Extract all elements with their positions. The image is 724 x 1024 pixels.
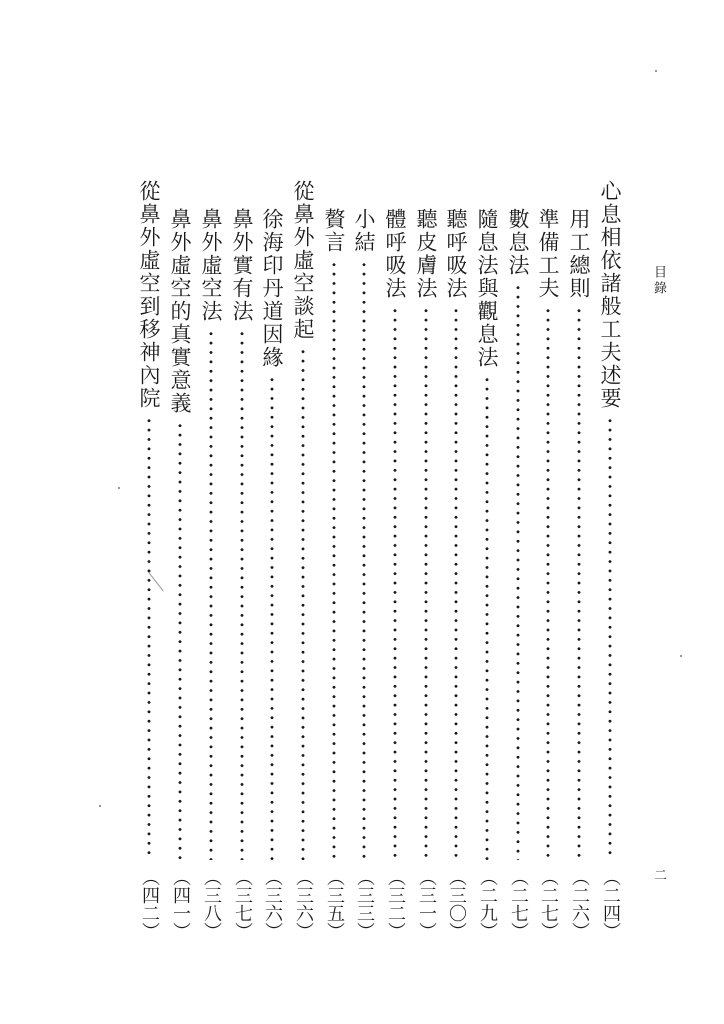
page-number: 二 [651, 868, 666, 881]
toc-entry-page: （二七） [538, 868, 559, 940]
toc-entry-title: 徐海印丹道因緣 [260, 208, 284, 369]
toc-entry-title: 從鼻外虛空到移神內院 [137, 180, 161, 410]
toc-entry [534, 208, 562, 940]
toc-entry-title: 聽呼吸法 [444, 208, 468, 300]
toc-entry [289, 180, 317, 940]
toc-entry-page: （二六） [569, 868, 590, 940]
toc-entry-page: （二九） [477, 868, 498, 940]
toc-leader-dots [178, 421, 182, 860]
toc-entry-title: 從鼻外虛空談起 [291, 180, 315, 341]
toc-entry [320, 208, 348, 940]
toc-entry [258, 208, 286, 940]
toc-leader-dots [301, 347, 305, 860]
scan-speck [118, 487, 120, 489]
toc-entry-page: （四二） [139, 868, 160, 940]
scan-speck [655, 70, 657, 72]
toc-entry [166, 208, 194, 940]
toc-entry-title: 準備工夫 [536, 208, 560, 300]
toc-entry-page: （四一） [170, 868, 191, 940]
toc-leader-dots [393, 306, 397, 860]
toc-entry [135, 180, 163, 940]
toc-entry-title: 用工總則 [567, 208, 591, 300]
toc-leader-dots [362, 260, 366, 860]
scan-speck [99, 805, 101, 807]
toc-entry-title: 心息相依諸般工夫述要 [598, 180, 622, 410]
toc-entry-page: （三六） [293, 868, 314, 940]
toc-entry-title: 鼻外虛空的真實意義 [168, 208, 192, 415]
toc-entry-page: （三一） [416, 868, 437, 940]
toc-leader-dots [270, 375, 274, 860]
toc-entry [473, 208, 501, 940]
toc-entry [565, 208, 593, 940]
scan-speck [680, 655, 682, 657]
toc-leader-dots [209, 329, 213, 860]
toc-leader-dots [424, 306, 428, 860]
toc-entry-title: 鼻外實有法 [230, 208, 254, 323]
toc-entry-title: 鼻外虛空法 [199, 208, 223, 323]
toc-leader-dots [454, 306, 458, 860]
toc-entry-title: 體呼吸法 [383, 208, 407, 300]
toc-entry-title: 隨息法與觀息法 [475, 208, 499, 369]
toc-entry [442, 208, 470, 940]
toc-entry-page: （三五） [324, 868, 345, 940]
toc-leader-dots [608, 416, 612, 860]
toc-entry-title: 贅言 [322, 208, 346, 254]
toc-entry [228, 208, 256, 940]
toc-leader-dots [485, 375, 489, 860]
toc-entry [197, 208, 225, 940]
running-head: 目錄 [651, 265, 666, 297]
toc-entry-title: 數息法 [506, 208, 530, 277]
toc-leader-dots [332, 260, 336, 860]
toc-entry-title: 小結 [352, 208, 376, 254]
toc-leader-dots [577, 306, 581, 860]
toc-entry [350, 208, 378, 940]
toc-entry [596, 180, 624, 940]
toc-entry [381, 208, 409, 940]
toc-leader-dots [516, 283, 520, 860]
toc-entry-page: （三〇） [446, 868, 467, 940]
toc-entry-page: （二四） [600, 868, 621, 940]
toc-entry-page: （二七） [508, 868, 529, 940]
toc-entry-page: （三七） [232, 868, 253, 940]
toc-leader-dots [546, 306, 550, 860]
toc-leader-dots [240, 329, 244, 860]
toc-entry-page: （三六） [262, 868, 283, 940]
toc-entry [504, 208, 532, 940]
toc-entry [412, 208, 440, 940]
toc-entry-title: 聽皮膚法 [414, 208, 438, 300]
toc-leader-dots [147, 416, 151, 860]
toc-entry-page: （三二） [385, 868, 406, 940]
toc-entry-page: （三八） [201, 868, 222, 940]
toc-entry-page: （三三） [354, 868, 375, 940]
